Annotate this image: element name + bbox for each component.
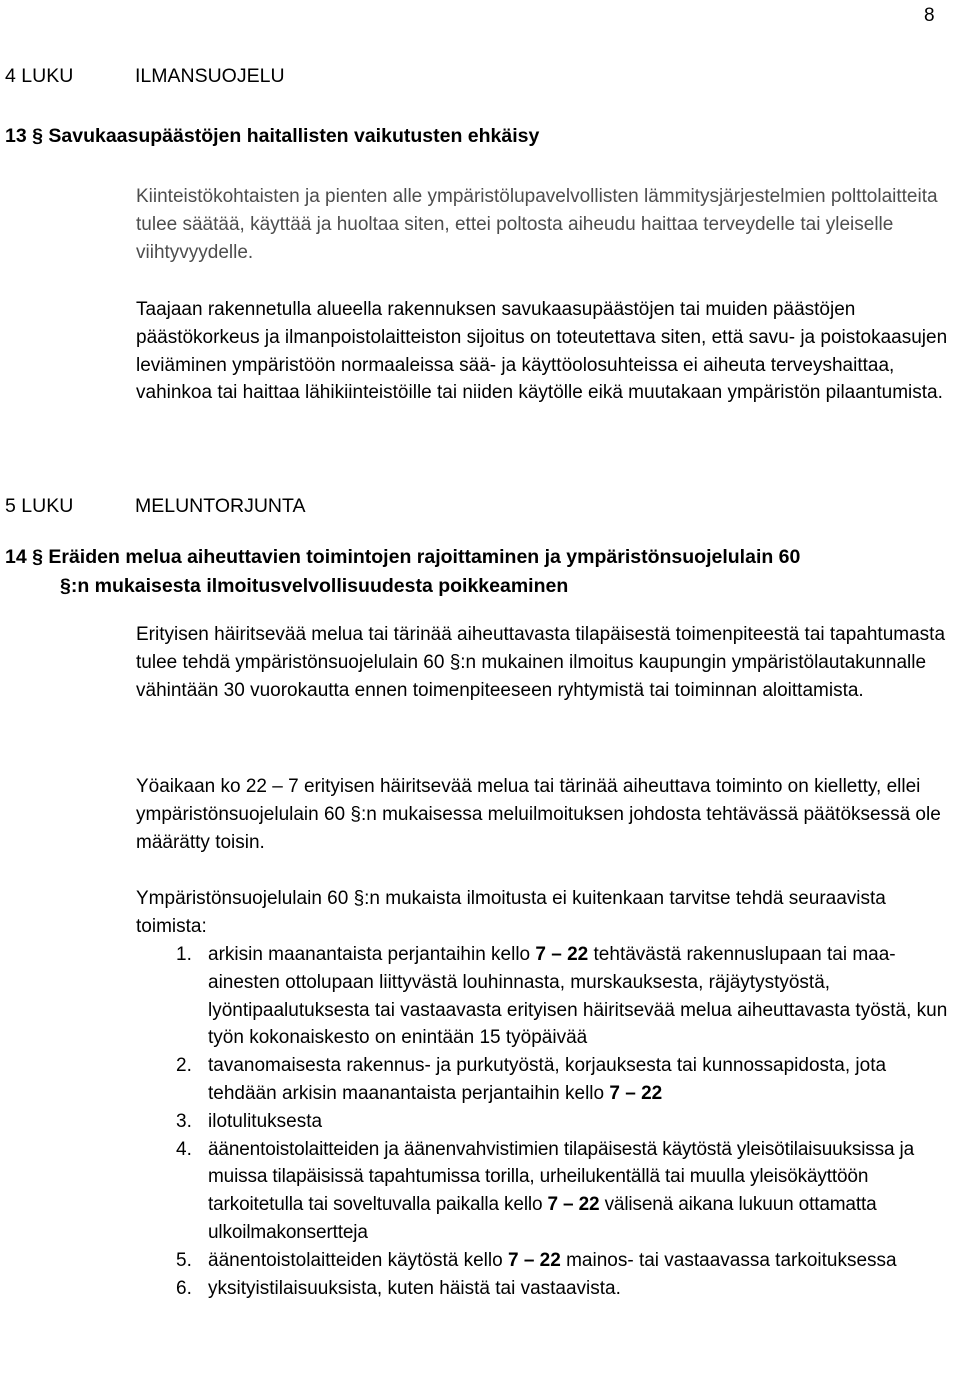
exemption-list — [136, 941, 960, 1302]
list-item — [136, 1108, 960, 1136]
list-number: 6. — [176, 1277, 192, 1299]
list-number: 4. — [176, 1138, 192, 1160]
list-text-pre: tavanomaisesta rakennus- ja purkutyöstä, korjauksesta tai kunnossapidosta, jota tehdään arkisin maanantaista perjantaihin kello — [208, 1055, 887, 1104]
chapter-5-heading — [5, 492, 305, 520]
list-text-pre: ilotulituksesta — [208, 1110, 323, 1132]
chapter-number: 5 LUKU — [5, 495, 74, 517]
list-item — [136, 1275, 960, 1303]
paragraph-14-3: Ympäristönsuojelulain 60 §:n mukaista ilmoitusta ei kuitenkaan tarvitse tehdä seuraavista toimista: — [136, 888, 886, 937]
list-text-pre: arkisin maanantaista perjantaihin kello — [208, 944, 536, 965]
page-number: 8 — [924, 5, 935, 26]
list-number: 5. — [176, 1249, 192, 1271]
list-text-post: mainos- tai vastaavassa tarkoituksessa — [560, 1249, 897, 1271]
section-14-title-line1: 14 § Eräiden melua aiheuttavien toimintojen rajoittaminen ja ympäristönsuojelulain 60 — [5, 546, 801, 568]
list-text-pre: äänentoistolaitteiden ja äänenvahvistimien tilapäisestä käytöstä yleisötilaisuuksissa ja muissa tilapäisissä tapahtumissa torilla, urheilukentällä tai muulla yleisökäyttöön tarkoitetulla tai soveltuvalla paikalla kello — [208, 1138, 915, 1216]
list-item — [136, 1247, 960, 1275]
list-number: 1. — [176, 944, 192, 965]
list-number: 2. — [176, 1055, 192, 1077]
list-item — [136, 1136, 960, 1247]
section-13-title: 13 § Savukaasupäästöjen haitallisten vaikutusten ehkäisy — [5, 125, 540, 147]
list-text-post: välisenä aikana lukuun ottamatta ulkoilmakonsertteja — [208, 1194, 877, 1243]
list-item — [136, 1052, 960, 1108]
paragraph-14-1: Erityisen häiritsevää melua tai tärinää aiheuttavasta tilapäisestä toimenpiteestä tai tapahtumasta tulee tehdä ympäristönsuojelulain 60 §:n mukainen ilmoitus kaupungin ympäristölautakunnalle vähintään 30 vuorokautta ennen toimenpiteeseen ryhtymistä tai toiminnan aloittamista. — [136, 624, 946, 701]
list-text-bold: 7 – 22 — [609, 1082, 663, 1104]
paragraph-13-2: Taajaan rakennetulla alueella rakennuksen savukaasupäästöjen tai muiden päästöjen päästökorkeus ja ilmanpoistolaitteiston sijoitus on toteutettava siten, että savu- ja poistokaasujen leviäminen ympäristöön normaaleissa sää- ja käyttöolosuhteissa ei aiheuta terveyshaittaa, vahinkoa tai haittaa lähikiinteistöille tai niiden käytölle eikä muutakaan ympäristön pilaantumista. — [136, 299, 948, 404]
section-14-title-line2: §:n mukaisesta ilmoitusvelvollisuudesta poikkeaminen — [60, 575, 569, 597]
list-text-bold: 7 – 22 — [535, 944, 589, 965]
list-number: 3. — [176, 1110, 192, 1132]
list-text-post: tehtävästä rakennuslupaan tai maa-ainesten ottolupaan liittyvästä louhinnasta, murskauksesta, räjäytystyöstä, lyöntipaalutuksesta tai vastaavasta erityisen häiritsevää melua aiheuttavasta työstä, kun työn kokonaiskesto on enintään 15 työpäivää — [208, 944, 948, 1049]
chapter-title: MELUNTORJUNTA — [135, 495, 306, 517]
list-text-bold: 7 – 22 — [547, 1194, 600, 1216]
list-text-pre: äänentoistolaitteiden käytöstä kello — [208, 1249, 508, 1271]
list-text-pre: yksityistilaisuuksista, kuten häistä tai vastaavista. — [208, 1277, 621, 1299]
list-text-bold: 7 – 22 — [507, 1249, 561, 1271]
paragraph-14-2: Yöaikaan ko 22 – 7 erityisen häiritsevää melua tai tärinää aiheuttava toiminto on kielletty, ellei ympäristönsuojelulain 60 §:n mukaisessa meluilmoituksen johdosta tehtävässä päätöksessä ole määrätty toisin. — [136, 776, 941, 853]
list-item — [136, 941, 960, 1052]
paragraph-13-1: Kiinteistökohtaisten ja pienten alle ympäristölupavelvollisten lämmitysjärjestelmien polttolaitteita tulee säätää, käyttää ja huoltaa siten, ettei poltosta aiheudu haittaa terveydelle tai yleiselle viihtyvyydelle. — [136, 186, 938, 263]
chapter-title: ILMANSUOJELU — [135, 65, 285, 87]
chapter-number: 4 LUKU — [5, 65, 74, 87]
chapter-4-heading — [5, 62, 285, 90]
